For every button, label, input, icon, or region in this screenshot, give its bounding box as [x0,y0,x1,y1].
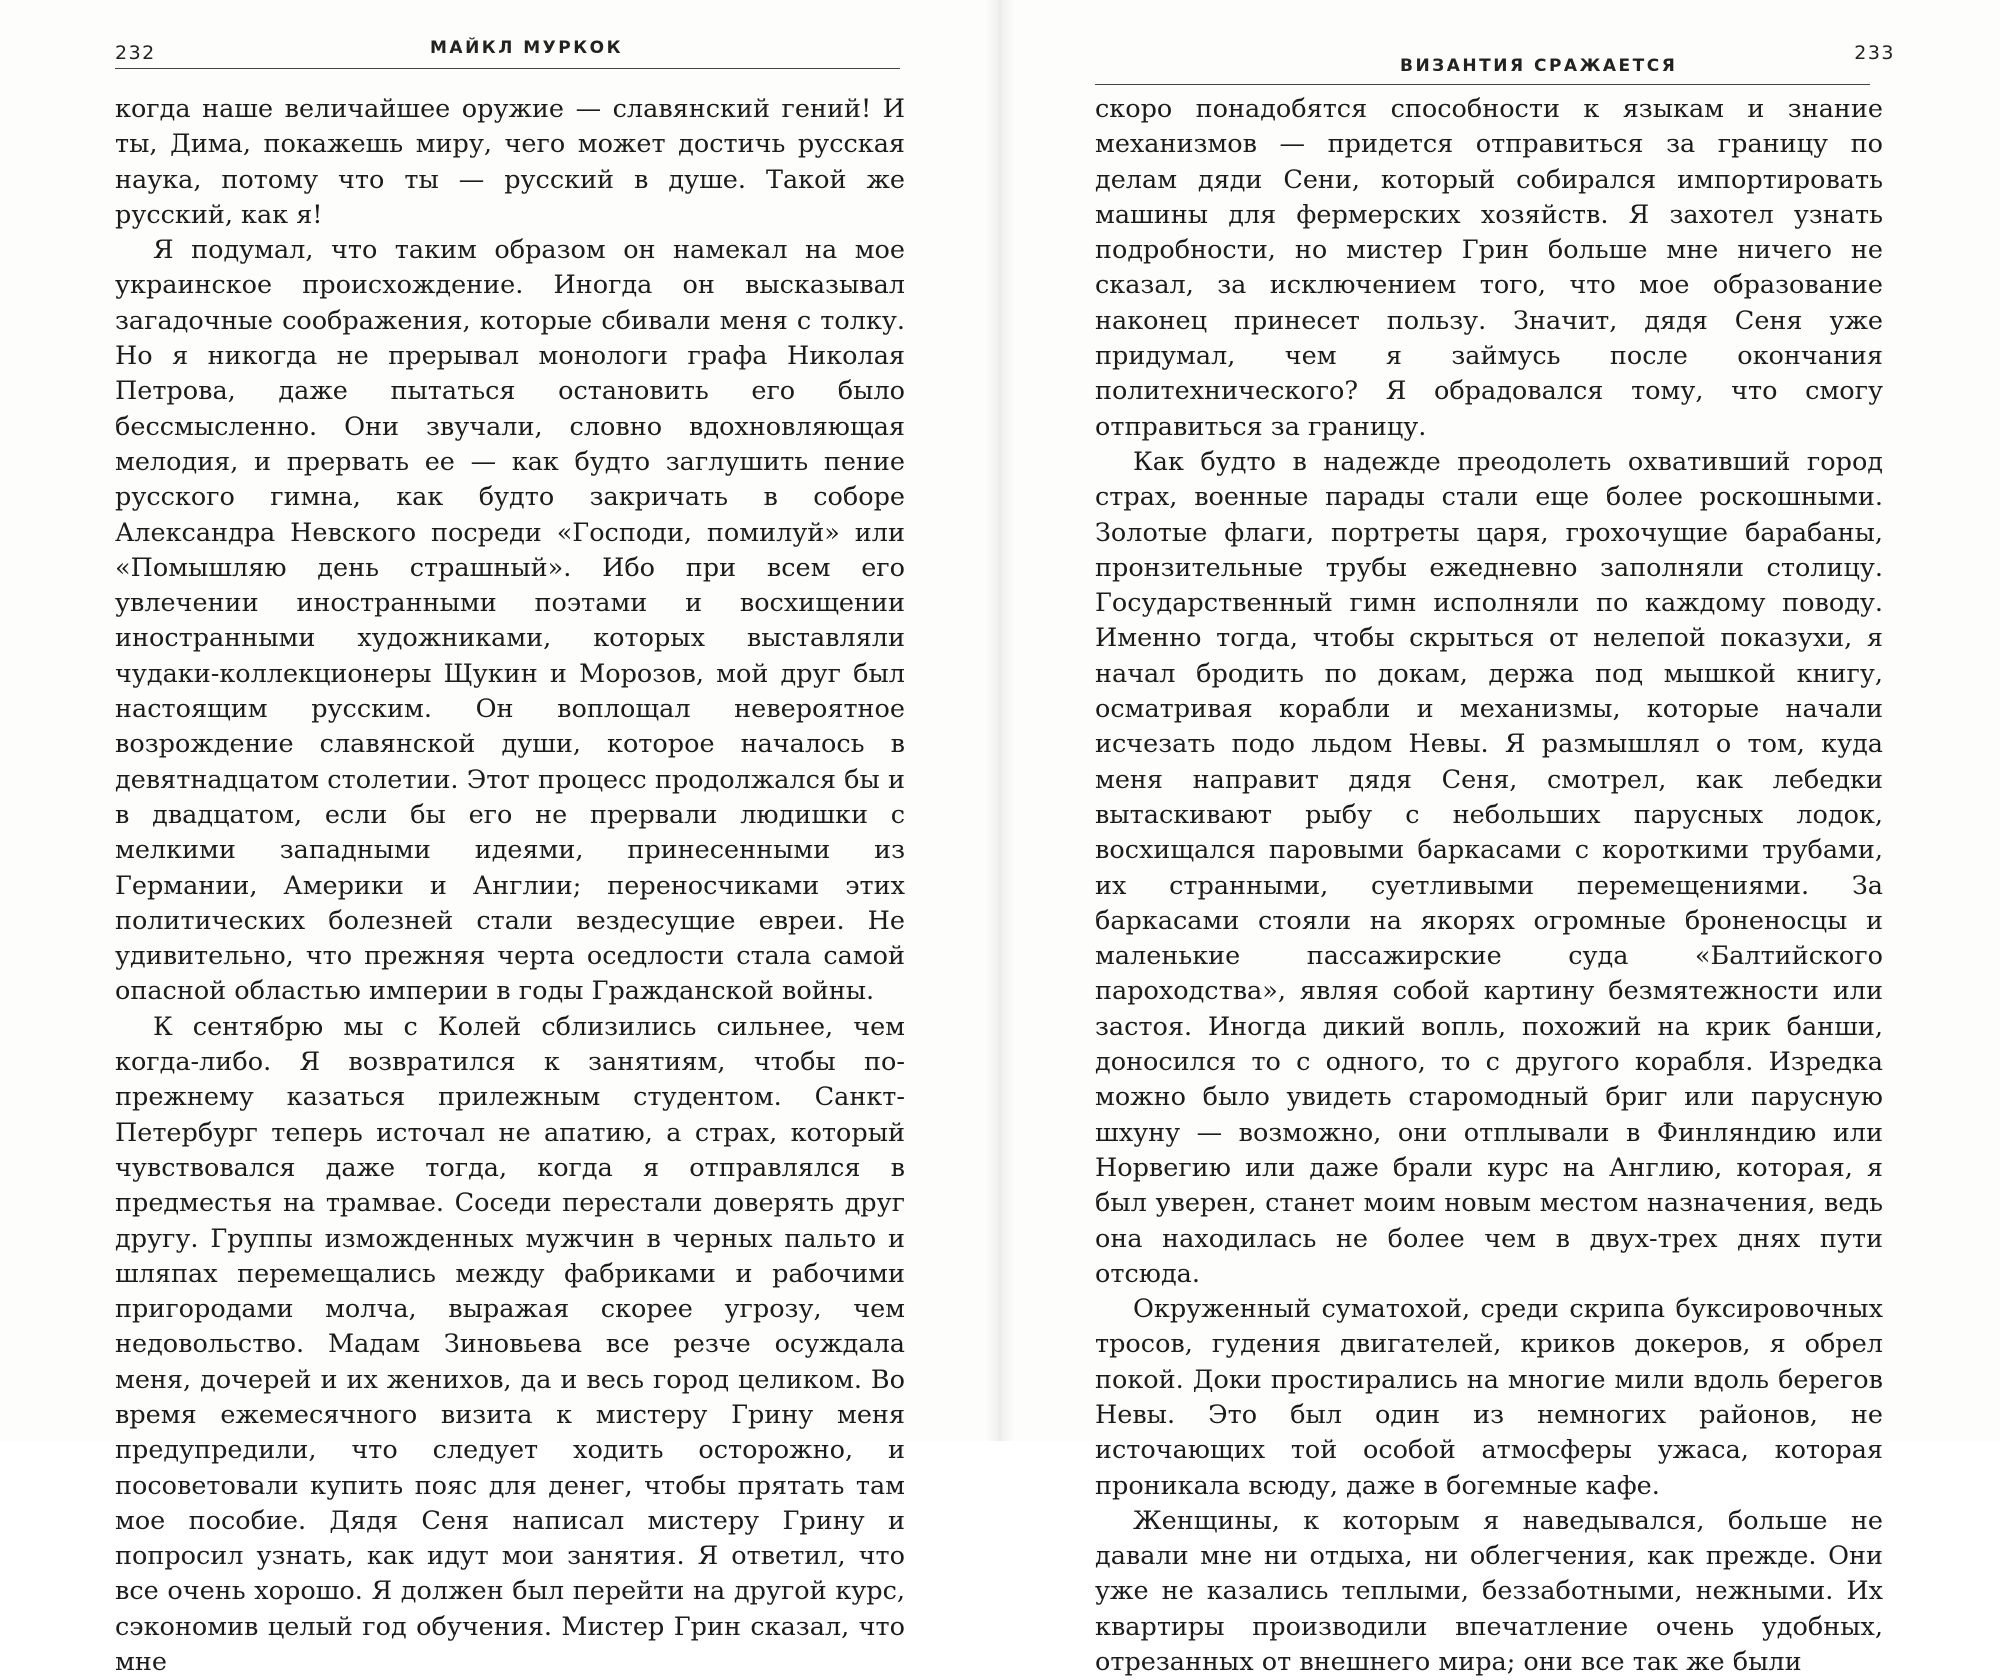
paragraph: Я подумал, что таким образом он намекал на мое украинское происхождение. Иногда он высказывал загадочные соображения, которые сбивали меня с толку. Но я никогда не прерывал монологи графа Николая Петрова, даже пытаться остановить его было бессмысленно. Они звучали, словно вдохновляющая мелодия, и прервать ее — как будто заглушить пение русского гимна, как будто закричать в соборе Александра Невского посреди «Господи, помилуй» или «Помышляю день страшный». Ибо при всем его увлечении иностранными поэтами и восхищении иностранными художниками, которых выставляли чудаки-коллекционеры Щукин и Морозов, мой друг был настоящим русским. Он воплощал невероятное возрождение славянской души, которое началось в девятнадцатом столетии. Этот процесс продолжался бы и в двадцатом, если бы его не прервали людишки с мелкими западными идеями, принесенными из Германии, Америки и Англии; переносчиками этих политических болезней стали вездесущие евреи. Не удивительно, что прежняя черта оседлости стала самой опасной областью империи в годы Гражданской войны. [115,235,905,1007]
left-running-title: МАЙКЛ МУРКОК [430,38,623,58]
paragraph: когда наше величайшее оружие — славянский гений! И ты, Дима, покажешь миру, чего может достичь русская наука, потому что ты — русский в душе. Такой же русский, как я! [115,94,905,230]
left-page-number: 232 [115,42,156,64]
right-page [1095,0,1895,1678]
paragraph: Окруженный суматохой, среди скрипа буксировочных тросов, гудения двигателей, криков докеров, я обрел покой. Доки простирались на многие мили вдоль берегов Невы. Это был один из немногих районов, не источающих той особой атмосферы ужаса, которая проникала всюду, даже в богемные кафе. [1095,1294,1883,1501]
paragraph: Женщины, к которым я наведывался, больше не давали мне ни отдыха, ни облегчения, как прежде. Они уже не казались теплыми, беззаботными, нежными. Их квартиры производили впечатление очень удобных, отрезанных от внешнего мира; они все так же были [1095,1505,1883,1678]
paragraph: К сентябрю мы с Колей сблизились сильнее, чем когда-либо. Я возвратился к занятиям, чтобы по-прежнему казаться прилежным студентом. Санкт-Петербург теперь источал не апатию, а страх, который чувствовался даже тогда, когда я отправлялся в предместья на трамвае. Соседи перестали доверять друг другу. Группы изможденных мужчин в черных пальто и шляпах перемещались между фабриками и рабочими пригородами молча, выражая скорее угрозу, чем недовольство. Мадам Зиновьева все резче осуждала меня, дочерей и их женихов, да и весь город целиком. Во время ежемесячного визита к мистеру Грину меня предупредили, что следует ходить осторожно, и посоветовали купить пояс для денег, чтобы прятать там мое пособие. Дядя Сеня написал мистеру Грину и попросил узнать, как идут мои занятия. Я ответил, что все очень хорошо. Я должен был перейти на другой курс, сэкономив целый год обучения. Мистер Грин сказал, что мне [115,1011,905,1678]
left-running-head [115,38,915,68]
left-body-text [115,92,905,1680]
right-page-number: 233 [1854,42,1895,64]
book-gutter [985,0,1015,1441]
right-header-rule [1095,84,1870,85]
paragraph: Как будто в надежде преодолеть охвативший город страх, военные парады стали еще более роскошными. Золотые флаги, портреты царя, грохочущие барабаны, пронзительные трубы ежедневно заполняли столицу. Государственный гимн исполняли по каждому поводу. Именно тогда, чтобы скрыться от нелепой показухи, я начал бродить по докам, держа под мышкой книгу, осматривая корабли и механизмы, которые начали исчезать подо льдом Невы. Я размышлял о том, куда меня направит дядя Сеня, смотрел, как лебедки вытаскивают рыбу с небольших парусных лодок, восхищался паровыми баркасами с короткими трубами, их странными, суетливыми перемещениями. За баркасами стояли на якорях огромные броненосцы и маленькие пассажирские суда «Балтийского пароходства», являя собой картину безмятежности или застоя. Иногда дикий вопль, похожий на крик банши, доносился то с одного, то с другого корабля. Изредка можно было увидеть старомодный бриг или парусную шхуну — возможно, они отплывали в Финляндию или Норвегию или даже брали курс на Англию, которая, я был уверен, станет моим новым местом назначения, ведь она находилась не более чем в двух-трех днях пути отсюда. [1095,446,1883,1289]
right-body-text [1095,92,1883,1680]
left-page [115,0,915,1678]
left-header-rule [115,68,900,69]
right-running-head [1095,38,1895,76]
right-running-title: ВИЗАНТИЯ СРАЖАЕТСЯ [1400,56,1678,76]
paragraph: скоро понадобятся способности к языкам и знание механизмов — придется отправиться за границу по делам дяди Сени, который собирался импортировать машины для фермерских хозяйств. Я захотел узнать подробности, но мистер Грин больше мне ничего не сказал, за исключением того, что мое образование наконец принесет пользу. Значит, дядя Сеня уже придумал, чем я займусь после окончания политехнического? Я обрадовался тому, что смогу отправиться за границу. [1095,94,1883,442]
